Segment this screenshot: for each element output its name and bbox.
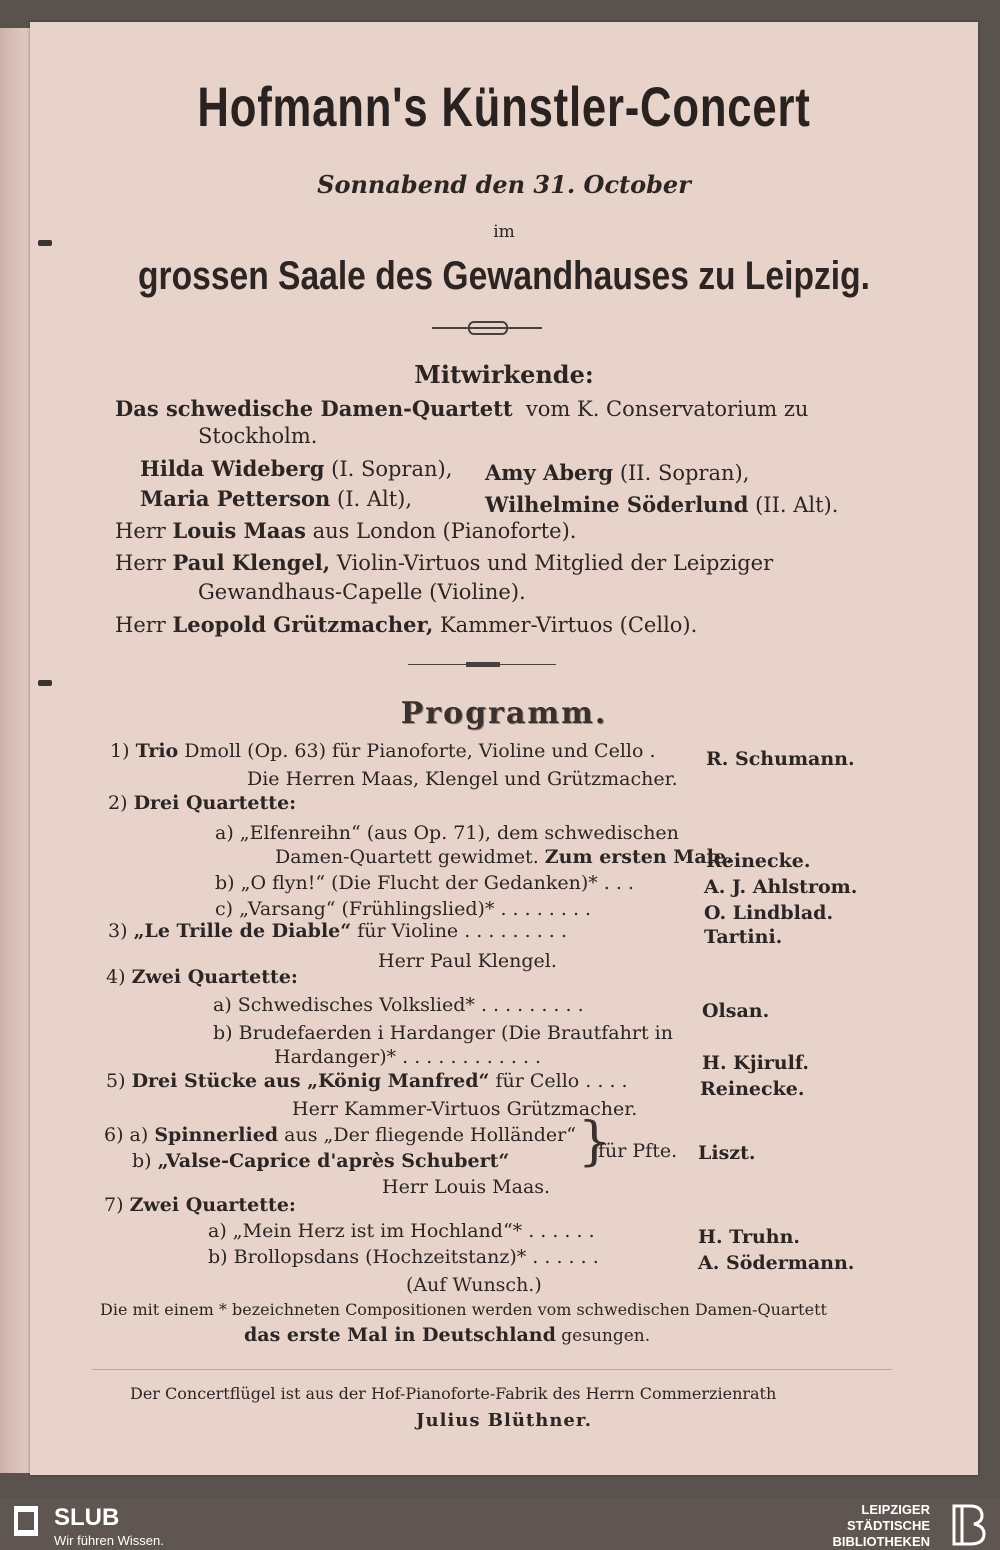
- performer-wilhelmine: Wilhelmine Söderlund (II. Alt).: [485, 492, 839, 517]
- lsb-line-3: BIBLIOTHEKEN: [832, 1534, 930, 1549]
- performers-item-1: Die Herren Maas, Klengel und Grützmacher.: [247, 768, 678, 790]
- composer-reinecke-5: Reinecke.: [700, 1078, 805, 1100]
- composer-ahlstrom: A. J. Ahlstrom.: [704, 876, 858, 898]
- performers-item-5: Herr Kammer-Virtuos Grützmacher.: [292, 1098, 638, 1120]
- programm-heading: Programm.: [400, 696, 608, 731]
- concert-date: Sonnabend den 31. October: [317, 170, 691, 199]
- performer-maria: Maria Petterson (I. Alt),: [140, 486, 413, 511]
- program-item-6b: b) „Valse-Caprice d'après Schubert“: [132, 1150, 510, 1172]
- fluegel-note: Der Concertflügel ist aus der Hof-Pianoforte-Fabrik des Herrn Commerzienrath: [130, 1384, 777, 1403]
- program-item-6a: 6) a) Spinnerlied aus „Der fliegende Holländer“: [104, 1124, 576, 1146]
- composer-reinecke-2a: Reinecke.: [706, 850, 811, 872]
- lsb-logo-icon: [944, 1502, 988, 1546]
- program-item-7-note: (Auf Wunsch.): [406, 1274, 542, 1296]
- performer-line-quartet: Das schwedische Damen-Quartett vom K. Conservatorium zu: [115, 396, 809, 421]
- composer-soedermann: A. Södermann.: [698, 1252, 855, 1274]
- program-item-4: 4) Zwei Quartette:: [106, 966, 298, 988]
- binding-staple-bottom: [38, 680, 52, 686]
- program-item-2c: c) „Varsang“ (Frühlingslied)* . . . . . . . .: [215, 898, 592, 920]
- fluegel-maker: Julius Blüthner.: [416, 1410, 592, 1431]
- performer-klengel-cont: Gewandhaus-Capelle (Violine).: [198, 580, 526, 604]
- performer-line-quartet-cont: Stockholm.: [198, 424, 318, 448]
- program-item-7: 7) Zwei Quartette:: [104, 1194, 296, 1216]
- ornament-divider-center: [468, 321, 508, 335]
- asterisk-note: Die mit einem * bezeichneten Compositionen werden vom schwedischen Damen-Quartett: [100, 1300, 827, 1319]
- venue-prefix: im: [493, 222, 515, 242]
- program-item-2: 2) Drei Quartette:: [108, 792, 297, 814]
- asterisk-note-line2: das erste Mal in Deutschland gesungen.: [244, 1324, 651, 1346]
- divider-bottom: [92, 1369, 892, 1370]
- performer-klengel: Herr Paul Klengel, Violin-Virtuos und Mitglied der Leipziger: [115, 550, 774, 575]
- slub-tagline: Wir führen Wissen.: [54, 1533, 164, 1548]
- mitwirkende-heading: Mitwirkende:: [414, 360, 594, 389]
- program-item-2a-cont: Damen-Quartett gewidmet. Zum ersten Male.: [275, 846, 733, 868]
- lsb-line-1: LEIPZIGER: [861, 1502, 930, 1517]
- performer-hilda: Hilda Wideberg (I. Sopran),: [140, 456, 453, 481]
- composer-lindblad: O. Lindblad.: [704, 902, 834, 924]
- brace-6: }: [578, 1112, 612, 1172]
- composer-schumann: R. Schumann.: [706, 748, 855, 770]
- program-item-4b-cont: Hardanger)* . . . . . . . . . . . .: [274, 1046, 542, 1068]
- performer-gruetzmacher: Herr Leopold Grützmacher, Kammer-Virtuos (Cello).: [115, 612, 698, 637]
- binding-staple-top: [38, 240, 52, 246]
- performer-amy: Amy Aberg (II. Sopran),: [485, 460, 750, 485]
- concert-program-sheet: [30, 22, 978, 1475]
- composer-kjirulf: H. Kjirulf.: [702, 1052, 809, 1074]
- program-item-5: 5) Drei Stücke aus „König Manfred“ für Cello . . . .: [106, 1070, 628, 1092]
- venue-title: grossen Saale des Gewandhauses zu Leipzig.: [138, 254, 870, 298]
- program-item-1: 1) Trio Dmoll (Op. 63) für Pianoforte, Violine und Cello .: [110, 740, 656, 762]
- slub-logo-icon: [14, 1506, 38, 1536]
- composer-olsan: Olsan.: [702, 1000, 770, 1022]
- lsb-line-2: STÄDTISCHE: [846, 1518, 930, 1533]
- program-item-2a: a) „Elfenreihn“ (aus Op. 71), dem schwedischen: [215, 822, 679, 844]
- program-item-7b: b) Brollopsdans (Hochzeitstanz)* . . . . . .: [208, 1246, 599, 1268]
- composer-liszt: Liszt.: [698, 1142, 756, 1164]
- program-item-4a: a) Schwedisches Volkslied* . . . . . . . . .: [213, 994, 584, 1016]
- program-item-4b: b) Brudefaerden i Hardanger (Die Brautfahrt in: [213, 1022, 673, 1044]
- composer-tartini: Tartini.: [704, 926, 783, 948]
- ornament-divider-middle-center: [466, 662, 500, 667]
- performers-item-3: Herr Paul Klengel.: [378, 950, 557, 972]
- composer-truhn: H. Truhn.: [698, 1226, 801, 1248]
- performers-item-6: Herr Louis Maas.: [382, 1176, 551, 1198]
- instrument-6: für Pfte.: [598, 1140, 678, 1162]
- program-item-2b: b) „O flyn!“ (Die Flucht der Gedanken)* . . .: [215, 872, 634, 894]
- program-item-3: 3) „Le Trille de Diable“ für Violine . . . . . . . . .: [108, 920, 567, 942]
- program-item-7a: a) „Mein Herz ist im Hochland“* . . . . . .: [208, 1220, 595, 1242]
- slub-wordmark: SLUB: [54, 1504, 120, 1531]
- concert-title: Hofmann's Künstler-Concert: [197, 75, 811, 138]
- performer-maas: Herr Louis Maas aus London (Pianoforte).: [115, 518, 577, 543]
